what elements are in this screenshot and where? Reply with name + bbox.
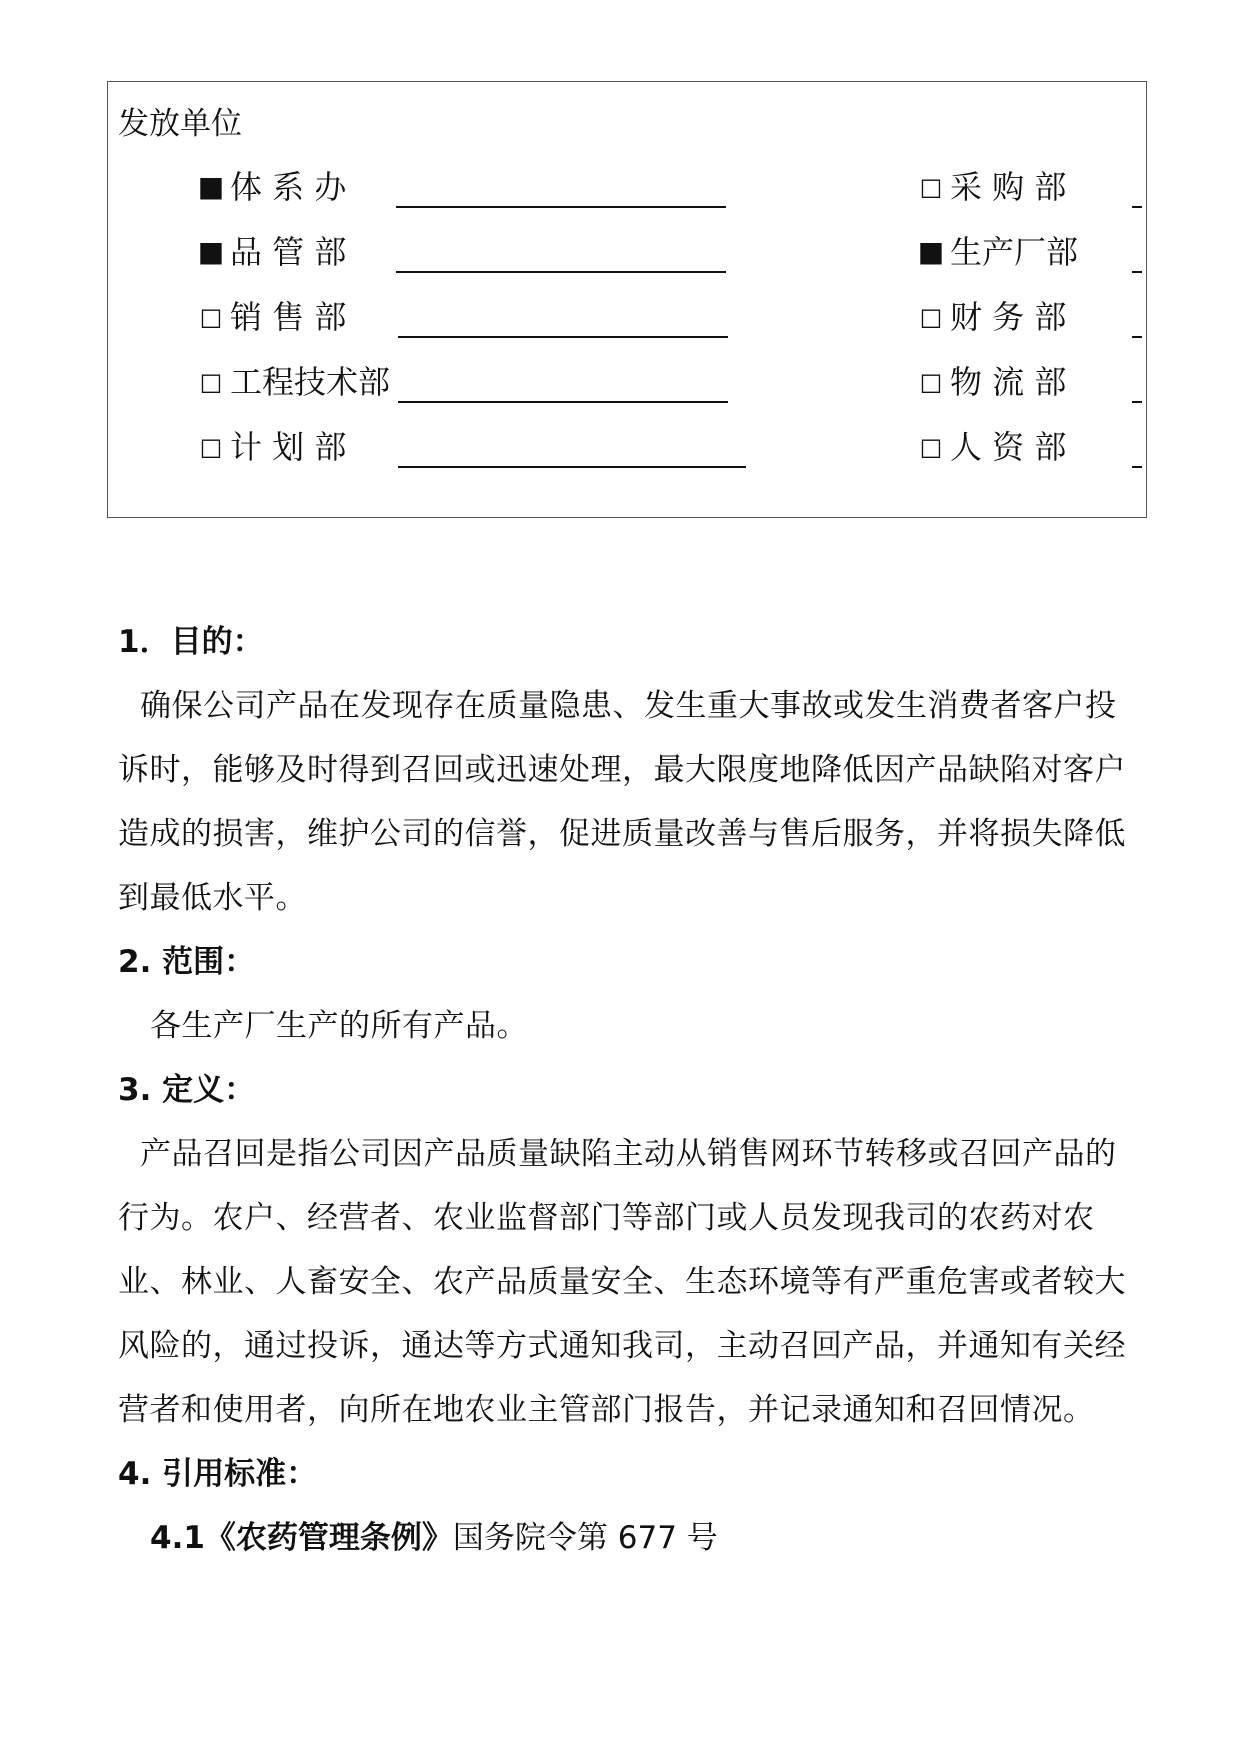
- distribution-box: [107, 81, 1147, 518]
- section-text-purpose: 确保公司产品在发现存在质量隐患、发生重大事故或发生消费者客户投诉时，能够及时得到召回或迅速处理，最大限度地降低因产品缺陷对客户造成的损害，维护公司的信誉，促进质量改善与售后服务，并将损失降低到最低水平。: [118, 688, 1126, 916]
- dept-row-xiaoshoubu: [196, 292, 756, 342]
- section-text-scope: 各生产厂生产的所有产品。: [150, 1008, 528, 1044]
- signature-line: [396, 206, 726, 208]
- checkbox-unchecked[interactable]: □: [199, 368, 223, 396]
- distribution-title: 发放单位: [118, 106, 242, 142]
- section-text-definition: 产品召回是指公司因产品质量缺陷主动从销售网环节转移或召回产品的行为。农户、经营者、农业监督部门等部门或人员发现我司的农药对农业、林业、人畜安全、农产品质量安全、生态环境等有严重危害或者较大风险的，通过投诉，通达等方式通知我司，主动召回产品，并通知有关经营者和使用者，向所在地农业主管部门报告，并记录通知和召回情况。: [118, 1136, 1126, 1428]
- dept-row-gongchengjishubu: [196, 357, 756, 407]
- dept-row-pinguanbu: [196, 227, 756, 277]
- dept-row-renzibu: [916, 422, 1146, 472]
- reference-title: 《农药管理条例》: [204, 1520, 453, 1556]
- dept-name: 工程技术部: [230, 363, 391, 401]
- reference-detail: 国务院令第 677 号: [452, 1520, 718, 1556]
- signature-line: [1132, 466, 1142, 468]
- dept-name: 体 系 办: [230, 168, 347, 206]
- document-body: [118, 610, 1128, 1570]
- dept-row-jihuabu: [196, 422, 776, 472]
- section-heading-purpose: 1．目的：: [118, 624, 264, 660]
- checkbox-unchecked[interactable]: □: [919, 368, 943, 396]
- signature-line: [398, 401, 728, 403]
- dept-row-tixiban: [196, 162, 756, 212]
- reference-item: [118, 1506, 1128, 1570]
- section-heading-definition: 3. 定义：: [118, 1072, 256, 1108]
- dept-name: 人 资 部: [950, 428, 1067, 466]
- checkbox-checked[interactable]: ■: [917, 235, 945, 268]
- checkbox-unchecked[interactable]: □: [919, 173, 943, 201]
- dept-name: 销 售 部: [230, 298, 347, 336]
- dept-name: 物 流 部: [950, 363, 1067, 401]
- checkbox-checked[interactable]: ■: [197, 235, 225, 268]
- dept-name: 采 购 部: [950, 168, 1067, 206]
- dept-row-shengchanchangbu: [916, 227, 1146, 277]
- checkbox-unchecked[interactable]: □: [199, 433, 223, 461]
- signature-line: [1132, 206, 1142, 208]
- dept-row-wuliubu: [916, 357, 1146, 407]
- section-heading-references: 4. 引用标准：: [118, 1456, 318, 1492]
- checkbox-checked[interactable]: ■: [197, 170, 225, 203]
- signature-line: [398, 336, 728, 338]
- checkbox-unchecked[interactable]: □: [919, 433, 943, 461]
- dept-row-caigoubu: [916, 162, 1146, 212]
- section-heading-scope: 2. 范围：: [118, 944, 256, 980]
- signature-line: [398, 466, 746, 468]
- reference-number: 4.1: [150, 1520, 205, 1556]
- signature-line: [1132, 401, 1142, 403]
- dept-name: 计 划 部: [230, 428, 347, 466]
- dept-name: 品 管 部: [230, 233, 347, 271]
- signature-line: [396, 271, 726, 273]
- dept-name: 生产厂部: [950, 233, 1079, 271]
- checkbox-unchecked[interactable]: □: [919, 303, 943, 331]
- signature-line: [1132, 336, 1142, 338]
- dept-row-caiwubu: [916, 292, 1146, 342]
- signature-line: [1132, 271, 1142, 273]
- dept-name: 财 务 部: [950, 298, 1067, 336]
- checkbox-unchecked[interactable]: □: [199, 303, 223, 331]
